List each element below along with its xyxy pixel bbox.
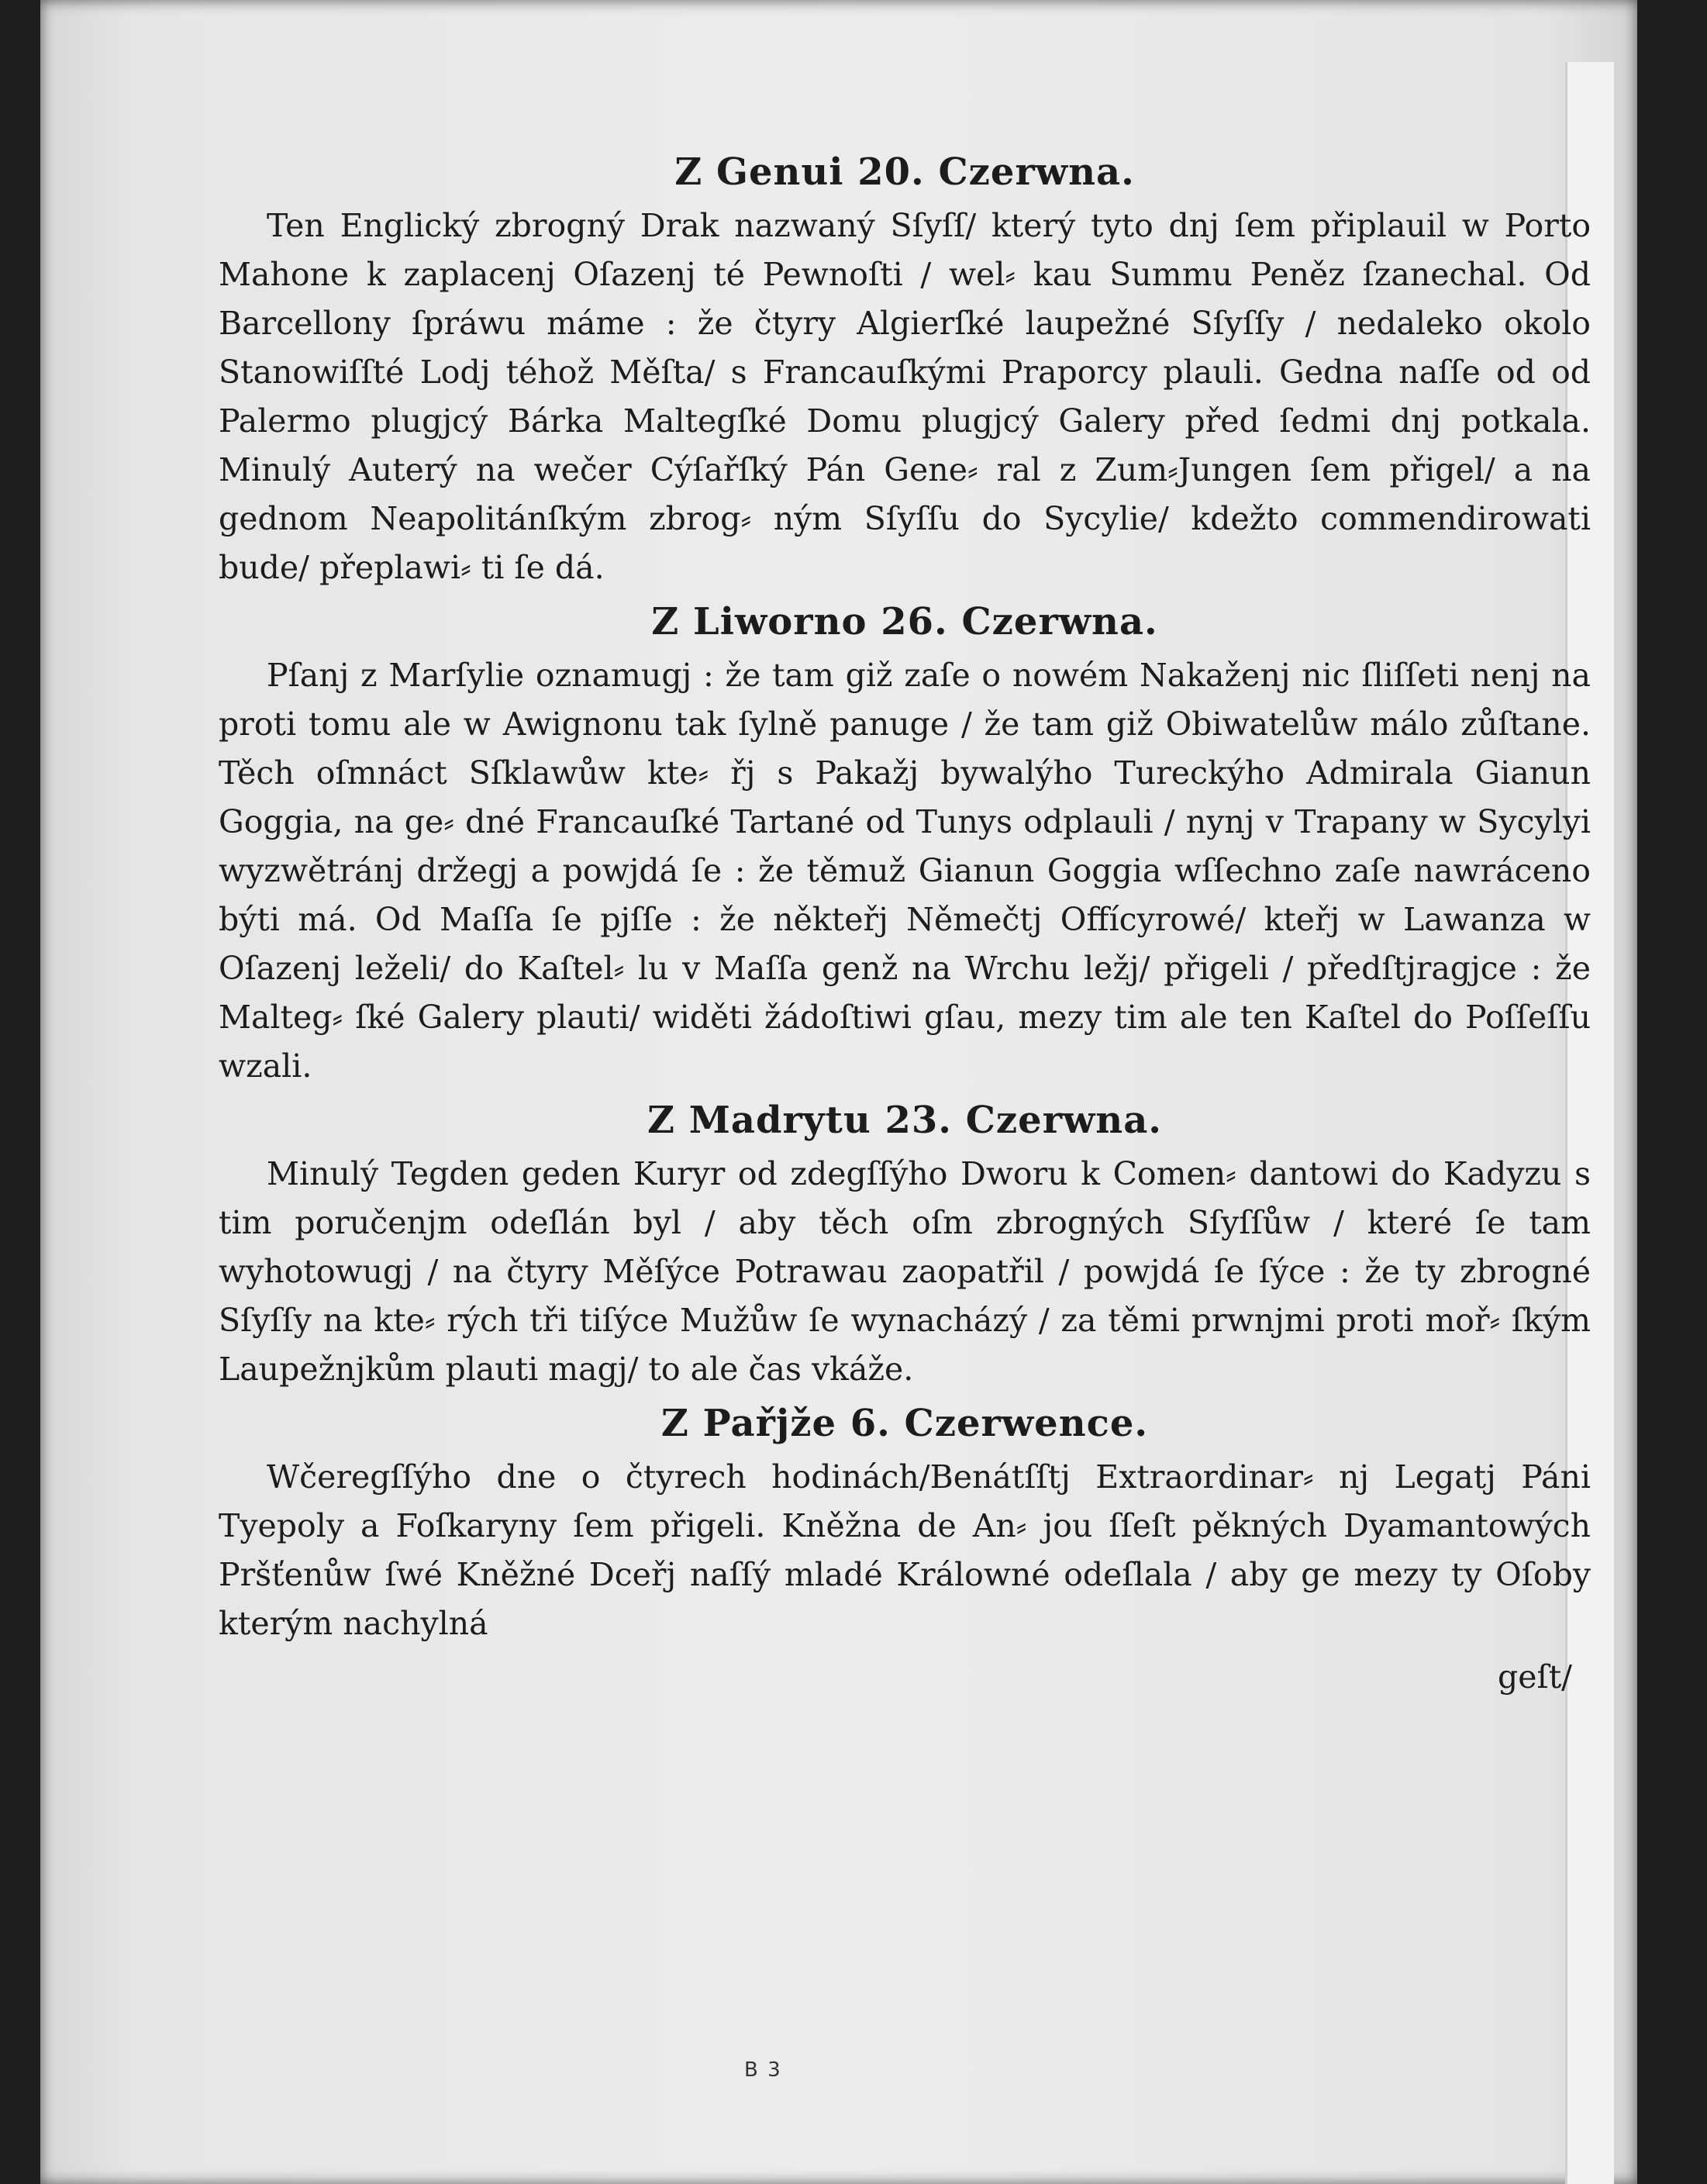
section-heading: Z Liworno 26. Czerwna. — [651, 600, 1158, 643]
news-section-paris — [219, 1399, 1591, 1648]
section-heading: Z Pařjže 6. Czerwence. — [660, 1402, 1149, 1445]
section-body: Wčeregſſýho dne o čtyrech hodinách/Benátſſtj Extraordinar⸗ nj Legatj Páni Tyepoly a Foſkaryny ſem přigeli. Kněžna de An⸗ jou ſſeſt pěkných Dyamantowých Pršťenůw ſwé Kněžné Dceřj naſſý mladé Králowné odeſlala / aby ge mezy ty Oſoby kterým nachylná — [219, 1458, 1591, 1642]
catchword: geſt/ — [1498, 1658, 1572, 1696]
signature-mark: B 3 — [744, 2058, 782, 2082]
section-body: Ten Englický zbrogný Drak nazwaný Sſyſſ/ který tyto dnj ſem připlauil w Porto Mahone k zaplacenj Oſazenj té Pewnoſti / wel⸗ kau Summu Peněz ſzanechal. Od Barcellony ſpráwu máme : že čtyry Algierſké laupežné Sſyſſy / nedaleko okolo Stanowiſſté Lodj téhož Měſta/ s Francauſkými Praporcy plauli. Gedna naſſe od od Palermo plugjcý Bárka Maltegſké Domu plugjcý Galery před ſedmi dnj potkala. Minulý Auterý na wečer Cýſařſký Pán Gene⸗ ral z Zum⸗Jungen ſem přigel/ a na gednom Neapolitánſkým zbrog⸗ ným Sſyſſu do Sycylie/ kdežto commendirowati bude/ přeplawi⸗ ti ſe dá. — [219, 207, 1591, 586]
news-section-genoa — [219, 147, 1591, 592]
section-heading: Z Genui 20. Czerwna. — [674, 150, 1135, 194]
news-section-madrid — [219, 1095, 1591, 1394]
document-content — [219, 147, 1591, 2132]
news-section-livorno — [219, 597, 1591, 1091]
section-body: Pſanj z Marſylie oznamugj : že tam giž zaſe o nowém Nakaženj nic ſliſſeti nenj na proti tomu ale w Awignonu tak ſylně panuge / že tam giž Obiwatelůw málo zůſtane. Těch oſmnáct Sſklawůw kte⸗ řj s Pakažj bywalýho Tureckýho Admirala Gianun Goggia, na ge⸗ dné Francauſké Tartané od Tunys odplauli / nynj v Trapany w Sycylyi wyzwětránj držegj a powjdá ſe : že těmuž Gianun Goggia wſſechno zaſe nawráceno býti má. Od Maſſa ſe pjſſe : že někteřj Němečtj Offícyrowé/ kteřj w Lawanza w Oſazenj leželi/ do Kaſtel⸗ lu v Maſſa genž na Wrchu ležj/ přigeli / předſtjragjce : že Malteg⸗ ſké Galery plauti/ widěti žádoſtiwi gſau, mezy tim ale ten Kaſtel do Poſſeſſu wzali. — [219, 657, 1591, 1085]
section-body: Minulý Tegden geden Kuryr od zdegſſýho Dworu k Comen⸗ dantowi do Kadyzu s tim poručenjm odeſlán byl / aby těch oſm zbrogných Sſyſſůw / které ſe tam wyhotowugj / na čtyry Měſýce Potrawau zaopatřil / powjdá ſe ſýce : že ty zbrogné Sſyſſy na kte⸗ rých tři tiſýce Mužůw ſe wynacházý / za těmi prwnjmi proti moř⸗ ſkým Laupežnjkům plauti magj/ to ale čas vkáže. — [219, 1155, 1591, 1388]
section-heading: Z Madrytu 23. Czerwna. — [647, 1099, 1163, 1142]
